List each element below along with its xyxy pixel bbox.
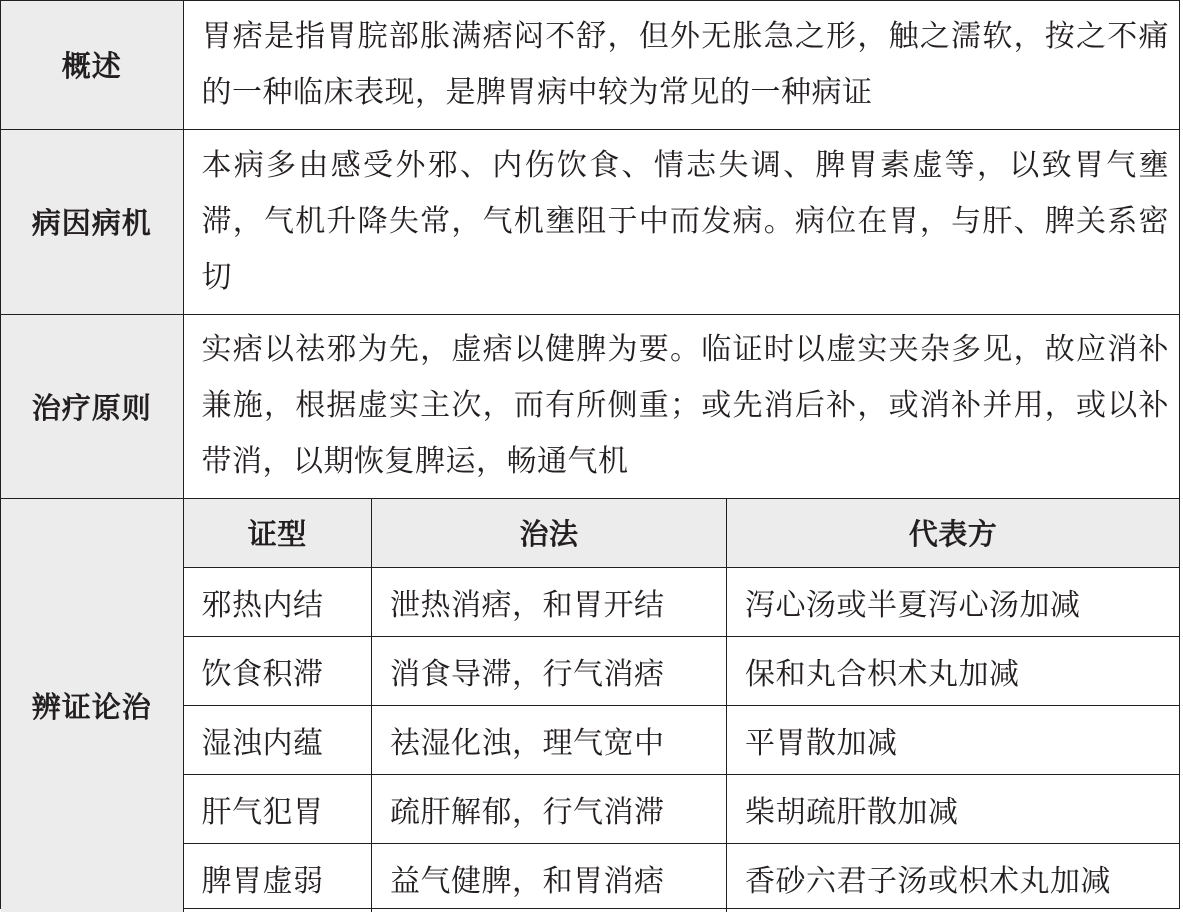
table-row xyxy=(184,705,1180,774)
method-cell: 泄热消痞，和胃开结 xyxy=(372,567,727,636)
method-cell: 祛湿化浊，理气宽中 xyxy=(372,705,727,774)
label-etiology: 病因病机 xyxy=(1,129,183,314)
method-cell: 益气健脾，和胃消痞 xyxy=(372,843,727,912)
row-etiology xyxy=(1,129,1179,314)
pattern-cell: 湿浊内蕴 xyxy=(184,705,372,774)
row-differentiation xyxy=(1,498,1179,912)
pattern-cell: 邪热内结 xyxy=(184,567,372,636)
formula-cell: 香砂六君子汤或枳术丸加减 xyxy=(727,843,1180,912)
header-pattern: 证型 xyxy=(184,499,372,568)
content-overview: 胃痞是指胃脘部胀满痞闷不舒，但外无胀急之形，触之濡软，按之不痛的一种临床表现，是脾胃病中较为常见的一种病证 xyxy=(183,1,1179,129)
row-overview xyxy=(1,1,1179,129)
header-formula: 代表方 xyxy=(727,499,1180,568)
label-differentiation: 辨证论治 xyxy=(1,498,183,912)
table-row xyxy=(184,567,1180,636)
pattern-cell: 脾胃虚弱 xyxy=(184,843,372,912)
method-cell: 消食导滞，行气消痞 xyxy=(372,636,727,705)
method-cell: 疏肝解郁，行气消滞 xyxy=(372,774,727,843)
table-row xyxy=(184,636,1180,705)
sub-header-row xyxy=(184,499,1180,568)
formula-cell: 柴胡疏肝散加减 xyxy=(727,774,1180,843)
formula-cell: 泻心汤或半夏泻心汤加减 xyxy=(727,567,1180,636)
differentiation-cell xyxy=(183,498,1179,912)
content-etiology: 本病多由感受外邪、内伤饮食、情志失调、脾胃素虚等，以致胃气壅滞，气机升降失常，气机壅阻于中而发病。病位在胃，与肝、脾关系密切 xyxy=(183,129,1179,314)
label-overview: 概述 xyxy=(1,1,183,129)
pattern-cell: 肝气犯胃 xyxy=(184,774,372,843)
header-method: 治法 xyxy=(372,499,727,568)
formula-cell: 平胃散加减 xyxy=(727,705,1180,774)
main-table xyxy=(1,1,1179,912)
table-row xyxy=(184,843,1180,912)
pattern-cell: 饮食积滞 xyxy=(184,636,372,705)
table-row xyxy=(184,774,1180,843)
row-treatment-principle xyxy=(1,314,1179,498)
differentiation-table xyxy=(184,499,1180,912)
content-treatment-principle: 实痞以祛邪为先，虚痞以健脾为要。临证时以虚实夹杂多见，故应消补兼施，根据虚实主次，而有所侧重；或先消后补，或消补并用，或以补带消，以期恢复脾运，畅通气机 xyxy=(183,314,1179,498)
label-treatment-principle: 治疗原则 xyxy=(1,314,183,498)
formula-cell: 保和丸合枳术丸加减 xyxy=(727,636,1180,705)
